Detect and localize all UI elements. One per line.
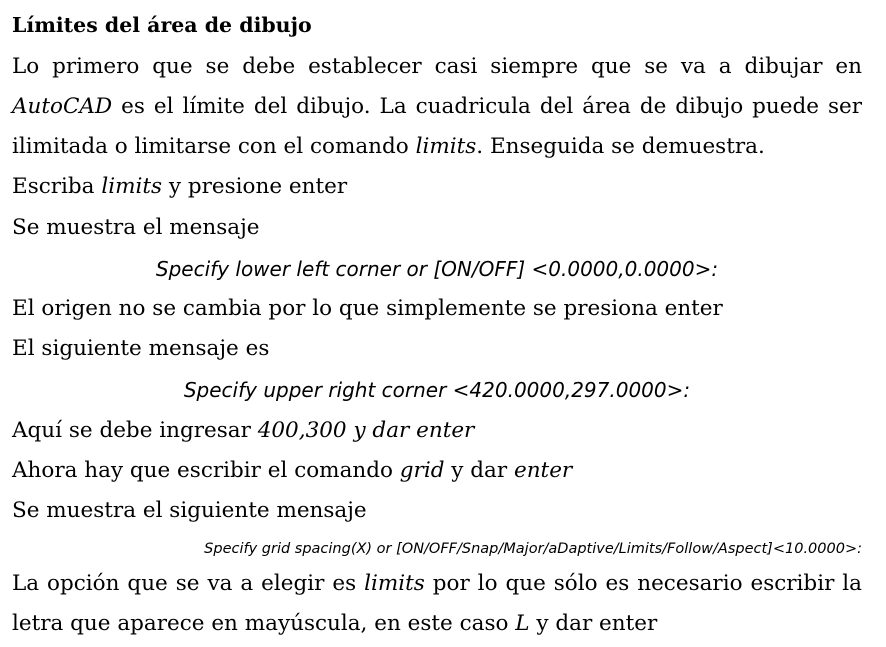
emphasis-text: limits [364, 571, 425, 596]
paragraph-text: por lo que sólo es necesario escribir la [424, 571, 863, 596]
instruction-text: Escriba [12, 174, 102, 199]
emphasis-text: AutoCAD [12, 94, 113, 119]
emphasis-text: limits [101, 174, 163, 199]
instruction-text: y presione enter [162, 174, 348, 199]
instruction-text: Ahora hay que escribir el comando [12, 458, 400, 483]
instruction-line [12, 172, 862, 202]
emphasis-text: 400,300 y dar enter [257, 418, 475, 443]
emphasis-text: L [515, 611, 530, 636]
paragraph-line [12, 92, 862, 122]
paragraph-line: Lo primero que se debe establecer casi siempre que se va a dibujar en [12, 54, 862, 79]
command-prompt-message: Specify lower left corner or [ON/OFF] <0.0000,0.0000>: [155, 257, 719, 281]
paragraph-text: La opción que se va a elegir es [12, 571, 365, 596]
paragraph-text: letra que aparece en mayúscula, en este caso [12, 611, 516, 636]
instruction-line: El origen no se cambia por lo que simplemente se presiona enter [12, 296, 723, 321]
instruction-line: Se muestra el mensaje [12, 215, 260, 240]
instruction-line: Se muestra el siguiente mensaje [12, 498, 367, 523]
instruction-line [12, 416, 862, 446]
instruction-line [12, 456, 862, 486]
section-heading: Límites del área de dibujo [12, 13, 312, 37]
emphasis-text: limits [415, 134, 477, 159]
instruction-line: El siguiente mensaje es [12, 336, 270, 361]
command-prompt-message: Specify grid spacing(X) or [ON/OFF/Snap/Major/aDaptive/Limits/Follow/Aspect]<10.0000>: [204, 541, 862, 557]
paragraph-line [12, 609, 862, 639]
emphasis-text: enter [513, 458, 573, 483]
emphasis-text: grid [399, 458, 445, 483]
paragraph-text: ilimitada o limitarse con el comando [12, 134, 416, 159]
paragraph-text: es el límite del dibujo. La cuadricula del área de dibujo puede ser [112, 94, 862, 119]
instruction-text: y dar [444, 458, 514, 483]
paragraph-text: . Enseguida se demuestra. [476, 134, 765, 159]
paragraph-text: y dar enter [529, 611, 658, 636]
command-prompt-message: Specify upper right corner <420.0000,297.0000>: [183, 378, 691, 402]
paragraph-line [12, 132, 862, 162]
paragraph-line [12, 569, 862, 599]
instruction-text: Aquí se debe ingresar [12, 418, 258, 443]
